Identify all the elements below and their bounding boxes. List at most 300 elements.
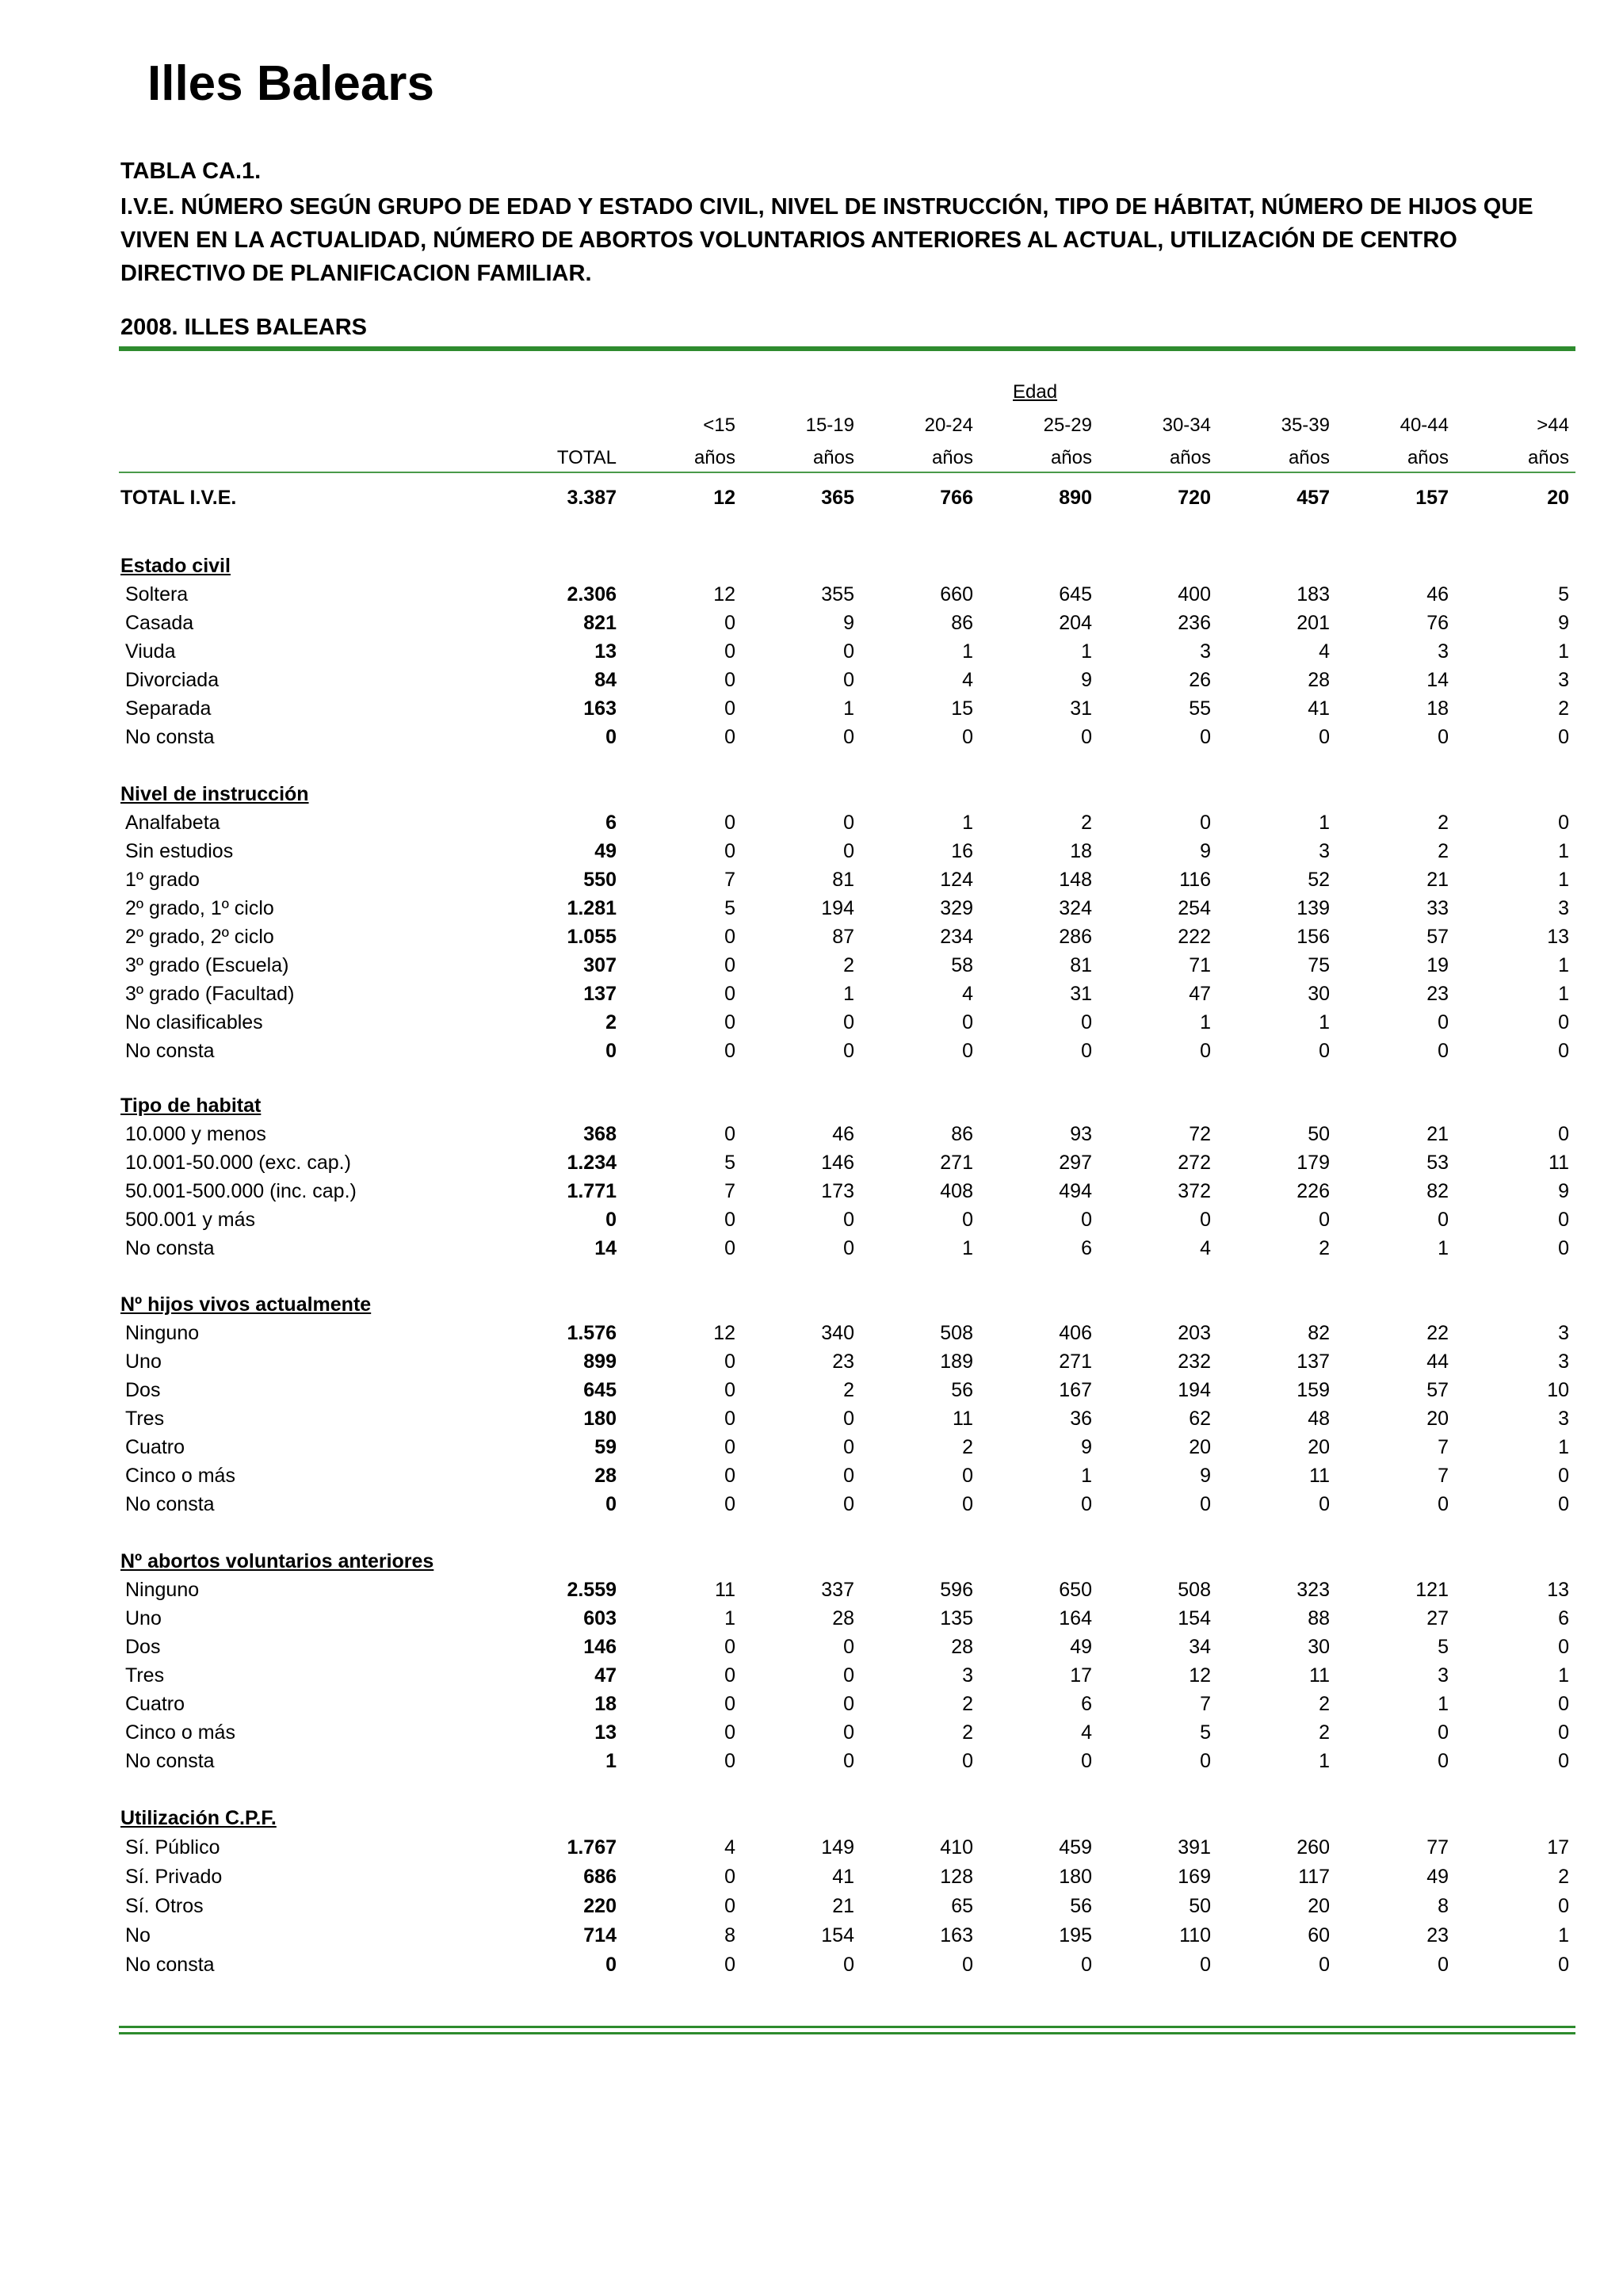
table-description: I.V.E. NÚMERO SEGÚN GRUPO DE EDAD Y ESTADO CIVIL, NIVEL DE INSTRUCCIÓN, TIPO DE HÁBITAT, NÚMERO DE HIJOS QUE VIVEN EN LA ACTUALIDAD, NÚMERO DE ABORTOS VOLUNTARIOS ANTERIORES AL ACTUAL, UTILIZACIÓN DE CENTRO DIRECTIVO DE PLANIFICACION FAMILIAR. (120, 194, 1533, 286)
row-value: 5 (1558, 583, 1569, 606)
row-value: 0 (843, 640, 854, 663)
row-value: 0 (724, 726, 735, 748)
row-value: 167 (1059, 1379, 1092, 1401)
row-value: 7 (724, 1180, 735, 1202)
row-value: 4 (962, 983, 973, 1005)
unit-header-7: años (1527, 447, 1569, 468)
row-value: 62 (1189, 1408, 1211, 1430)
row-value: 0 (1558, 1493, 1569, 1515)
row-label: 3º grado (Escuela) (125, 954, 289, 976)
row-value: 2 (1438, 840, 1449, 862)
table-row (0, 697, 1623, 724)
row-value: 173 (821, 1180, 854, 1202)
row-value: 20 (1308, 1895, 1330, 1917)
row-value: 1 (843, 697, 854, 720)
row-value: 391 (1178, 1836, 1211, 1859)
row-value: 139 (1296, 897, 1330, 919)
total-row-total: 3.387 (567, 487, 617, 509)
row-value: 1 (1081, 640, 1092, 663)
row-value: 0 (724, 1493, 735, 1515)
total-row-value: 20 (1547, 487, 1569, 509)
row-value: 12 (713, 583, 735, 606)
row-value: 340 (821, 1322, 854, 1344)
row-value: 46 (832, 1123, 854, 1145)
row-value: 1 (1558, 1436, 1569, 1458)
table-row (0, 1322, 1623, 1349)
row-label: 2º grado, 1º ciclo (125, 897, 274, 919)
row-value: 5 (1200, 1721, 1211, 1744)
row-value: 0 (843, 1954, 854, 1976)
row-value: 0 (1319, 726, 1330, 748)
row-value: 1 (1081, 1465, 1092, 1487)
row-value: 0 (843, 1436, 854, 1458)
row-total: 603 (583, 1607, 617, 1629)
row-value: 19 (1426, 954, 1449, 976)
row-value: 7 (724, 869, 735, 891)
row-value: 408 (940, 1180, 973, 1202)
row-value: 17 (1547, 1836, 1569, 1859)
row-label: Dos (125, 1379, 161, 1401)
row-value: 203 (1178, 1322, 1211, 1344)
row-value: 52 (1308, 869, 1330, 891)
row-value: 124 (940, 869, 973, 891)
row-value: 60 (1308, 1924, 1330, 1946)
row-total: 899 (583, 1350, 617, 1373)
row-total: 2 (605, 1011, 617, 1033)
row-value: 50 (1189, 1895, 1211, 1917)
row-value: 0 (724, 1866, 735, 1888)
row-value: 2 (1438, 812, 1449, 834)
age-header-6: 40-44 (1400, 415, 1449, 436)
row-value: 81 (1070, 954, 1092, 976)
row-value: 121 (1415, 1579, 1449, 1601)
row-value: 1 (1558, 840, 1569, 862)
row-value: 0 (724, 1123, 735, 1145)
row-value: 30 (1308, 983, 1330, 1005)
row-value: 23 (832, 1350, 854, 1373)
row-label: 2º grado, 2º ciclo (125, 926, 274, 948)
row-value: 86 (951, 612, 973, 634)
row-value: 0 (1200, 726, 1211, 748)
total-row-value: 365 (821, 487, 854, 509)
table-row (0, 1237, 1623, 1264)
row-value: 0 (724, 1011, 735, 1033)
row-value: 36 (1070, 1408, 1092, 1430)
row-label: Cuatro (125, 1693, 185, 1715)
row-total: 0 (605, 726, 617, 748)
row-value: 0 (1319, 1209, 1330, 1231)
row-value: 0 (724, 1436, 735, 1458)
unit-header-3: años (1050, 447, 1092, 468)
row-value: 9 (1558, 612, 1569, 634)
row-value: 58 (951, 954, 973, 976)
row-value: 0 (1200, 1209, 1211, 1231)
unit-header-4: años (1169, 447, 1211, 468)
age-header-5: 35-39 (1281, 415, 1330, 436)
row-value: 0 (1438, 1721, 1449, 1744)
unit-header-0: años (693, 447, 735, 468)
row-total: 307 (583, 954, 617, 976)
row-value: 22 (1426, 1322, 1449, 1344)
row-value: 0 (724, 612, 735, 634)
row-value: 3 (1558, 669, 1569, 691)
row-total: 550 (583, 869, 617, 891)
row-value: 135 (940, 1607, 973, 1629)
row-value: 260 (1296, 1836, 1330, 1859)
row-value: 15 (951, 697, 973, 720)
row-value: 8 (724, 1924, 735, 1946)
row-label: No consta (125, 1954, 215, 1976)
row-value: 27 (1426, 1607, 1449, 1629)
table-row (0, 1123, 1623, 1150)
row-value: 9 (1081, 669, 1092, 691)
section-heading (0, 1550, 1623, 1577)
row-value: 226 (1296, 1180, 1330, 1202)
row-value: 271 (940, 1152, 973, 1174)
row-value: 17 (1070, 1664, 1092, 1687)
row-value: 0 (1200, 1493, 1211, 1515)
row-value: 56 (1070, 1895, 1092, 1917)
age-header-4: 30-34 (1162, 415, 1211, 436)
row-value: 323 (1296, 1579, 1330, 1601)
row-value: 163 (940, 1924, 973, 1946)
row-value: 93 (1070, 1123, 1092, 1145)
row-value: 9 (1200, 840, 1211, 862)
row-value: 0 (962, 1954, 973, 1976)
row-label: Separada (125, 697, 212, 720)
row-value: 55 (1189, 697, 1211, 720)
section-title: Nivel de instrucción (120, 783, 309, 805)
row-value: 0 (843, 1636, 854, 1658)
row-value: 116 (1179, 869, 1211, 891)
age-header-0: <15 (703, 415, 735, 436)
row-value: 329 (940, 897, 973, 919)
row-value: 0 (1081, 1750, 1092, 1772)
row-value: 0 (962, 1750, 973, 1772)
row-value: 9 (1558, 1180, 1569, 1202)
row-value: 410 (940, 1836, 973, 1859)
row-value: 169 (1178, 1866, 1211, 1888)
row-value: 195 (1059, 1924, 1092, 1946)
row-total: 49 (594, 840, 617, 862)
row-value: 57 (1426, 1379, 1449, 1401)
row-value: 0 (1558, 1209, 1569, 1231)
row-value: 41 (1308, 697, 1330, 720)
row-value: 3 (1200, 640, 1211, 663)
row-value: 1 (1558, 869, 1569, 891)
row-value: 21 (1426, 869, 1449, 891)
section-title: Tipo de habitat (120, 1095, 262, 1117)
total-row-label: TOTAL I.V.E. (120, 487, 237, 509)
row-value: 0 (724, 1209, 735, 1231)
row-value: 0 (1558, 726, 1569, 748)
row-value: 3 (1319, 840, 1330, 862)
row-value: 596 (940, 1579, 973, 1601)
row-value: 5 (1438, 1636, 1449, 1658)
row-label: Soltera (125, 583, 189, 606)
row-value: 0 (724, 983, 735, 1005)
row-value: 1 (1558, 1924, 1569, 1946)
row-value: 372 (1178, 1180, 1211, 1202)
row-value: 159 (1296, 1379, 1330, 1401)
row-value: 9 (1081, 1436, 1092, 1458)
row-total: 220 (583, 1895, 617, 1917)
row-value: 0 (962, 1493, 973, 1515)
section-heading (0, 783, 1623, 810)
row-value: 77 (1426, 1836, 1449, 1859)
row-total: 1.281 (567, 897, 617, 919)
row-value: 0 (1200, 1040, 1211, 1062)
table-row (0, 1721, 1623, 1748)
row-value: 459 (1059, 1836, 1092, 1859)
row-label: Viuda (125, 640, 176, 663)
row-value: 0 (843, 726, 854, 748)
row-value: 0 (1558, 1123, 1569, 1145)
row-value: 1 (1558, 983, 1569, 1005)
table-row (0, 983, 1623, 1010)
row-total: 6 (605, 812, 617, 834)
row-value: 47 (1189, 983, 1211, 1005)
row-value: 222 (1178, 926, 1211, 948)
row-value: 0 (724, 1408, 735, 1430)
row-label: Casada (125, 612, 194, 634)
table-row (0, 1607, 1623, 1634)
row-value: 0 (1319, 1954, 1330, 1976)
section-heading (0, 555, 1623, 582)
row-value: 2 (1319, 1721, 1330, 1744)
row-value: 0 (724, 697, 735, 720)
row-label: Dos (125, 1636, 161, 1658)
row-value: 11 (1309, 1664, 1330, 1687)
row-value: 2 (1558, 1866, 1569, 1888)
row-value: 53 (1426, 1152, 1449, 1174)
row-total: 0 (605, 1040, 617, 1062)
row-value: 0 (1200, 812, 1211, 834)
row-value: 0 (1438, 1954, 1449, 1976)
row-label: No consta (125, 726, 215, 748)
row-value: 9 (843, 612, 854, 634)
row-label: 10.000 y menos (125, 1123, 266, 1145)
table-id: TABLA CA.1. (120, 159, 262, 184)
row-value: 0 (843, 1693, 854, 1715)
row-value: 0 (1558, 812, 1569, 834)
total-header: TOTAL (556, 447, 617, 468)
section-title: Estado civil (120, 555, 231, 577)
row-value: 33 (1426, 897, 1449, 919)
row-total: 645 (583, 1379, 617, 1401)
row-value: 1 (724, 1607, 735, 1629)
row-label: Ninguno (125, 1322, 200, 1344)
row-value: 3 (1558, 1322, 1569, 1344)
row-value: 0 (724, 926, 735, 948)
row-value: 0 (724, 1721, 735, 1744)
table-row (0, 926, 1623, 953)
row-value: 48 (1308, 1408, 1330, 1430)
row-value: 31 (1070, 697, 1092, 720)
row-value: 30 (1308, 1636, 1330, 1658)
row-label: 500.001 y más (125, 1209, 255, 1231)
table-row (0, 583, 1623, 610)
row-value: 0 (724, 640, 735, 663)
page-title: Illes Balears (147, 56, 434, 111)
row-value: 0 (1558, 1465, 1569, 1487)
row-value: 0 (724, 1636, 735, 1658)
table-row (0, 954, 1623, 981)
row-value: 0 (843, 1721, 854, 1744)
row-value: 2 (843, 1379, 854, 1401)
row-value: 3 (1558, 1350, 1569, 1373)
row-total: 14 (594, 1237, 617, 1259)
total-row-value: 720 (1178, 487, 1211, 509)
row-value: 148 (1059, 869, 1092, 891)
row-value: 5 (724, 1152, 735, 1174)
table-row (0, 1836, 1623, 1863)
row-value: 0 (1200, 1750, 1211, 1772)
row-value: 11 (1549, 1152, 1569, 1174)
row-total: 13 (594, 640, 617, 663)
row-value: 7 (1438, 1465, 1449, 1487)
row-value: 3 (1438, 640, 1449, 663)
row-value: 7 (1200, 1693, 1211, 1715)
row-total: 686 (583, 1866, 617, 1888)
row-total: 2.306 (567, 583, 617, 606)
row-value: 0 (1558, 1693, 1569, 1715)
row-value: 254 (1178, 897, 1211, 919)
table-row (0, 1693, 1623, 1720)
row-value: 0 (1558, 1954, 1569, 1976)
table-row (0, 1579, 1623, 1606)
table-row (0, 1636, 1623, 1663)
row-value: 337 (821, 1579, 854, 1601)
row-value: 508 (1178, 1579, 1211, 1601)
section-heading (0, 1293, 1623, 1320)
row-value: 50 (1308, 1123, 1330, 1145)
row-value: 81 (832, 869, 854, 891)
row-value: 0 (1558, 1237, 1569, 1259)
row-total: 28 (594, 1465, 617, 1487)
row-value: 13 (1547, 1579, 1569, 1601)
table-row (0, 1750, 1623, 1777)
row-total: 2.559 (567, 1579, 617, 1601)
table-row (0, 1895, 1623, 1922)
row-value: 28 (832, 1607, 854, 1629)
row-total: 1.055 (567, 926, 617, 948)
table-row (0, 869, 1623, 896)
row-value: 128 (940, 1866, 973, 1888)
row-value: 1 (843, 983, 854, 1005)
row-value: 0 (724, 840, 735, 862)
row-label: No consta (125, 1493, 215, 1515)
table-row (0, 1436, 1623, 1463)
row-label: Ninguno (125, 1579, 200, 1601)
row-value: 286 (1059, 926, 1092, 948)
unit-header-5: años (1288, 447, 1330, 468)
row-value: 86 (951, 1123, 973, 1145)
row-value: 0 (962, 1011, 973, 1033)
table-row (0, 1408, 1623, 1435)
row-value: 660 (940, 583, 973, 606)
row-value: 23 (1426, 1924, 1449, 1946)
row-value: 1 (1438, 1237, 1449, 1259)
row-value: 9 (1200, 1465, 1211, 1487)
row-value: 21 (832, 1895, 854, 1917)
row-total: 47 (594, 1664, 617, 1687)
row-label: 1º grado (125, 869, 200, 891)
row-value: 0 (1438, 1493, 1449, 1515)
row-value: 28 (951, 1636, 973, 1658)
row-value: 0 (724, 1040, 735, 1062)
bottom-rule-1 (119, 2026, 1575, 2028)
row-value: 2 (1319, 1237, 1330, 1259)
row-value: 56 (951, 1379, 973, 1401)
row-value: 146 (821, 1152, 854, 1174)
table-row (0, 1152, 1623, 1179)
row-value: 0 (1558, 1011, 1569, 1033)
row-total: 0 (605, 1954, 617, 1976)
row-value: 271 (1059, 1350, 1092, 1373)
row-value: 44 (1426, 1350, 1449, 1373)
row-value: 149 (821, 1836, 854, 1859)
row-label: Sí. Privado (125, 1866, 223, 1888)
row-value: 0 (843, 1493, 854, 1515)
unit-header-6: años (1407, 447, 1449, 468)
row-value: 189 (940, 1350, 973, 1373)
row-value: 645 (1059, 583, 1092, 606)
row-label: Tres (125, 1408, 165, 1430)
row-value: 72 (1189, 1123, 1211, 1145)
row-value: 11 (1309, 1465, 1330, 1487)
row-label: Sí. Público (125, 1836, 220, 1859)
row-label: No (125, 1924, 151, 1946)
row-value: 82 (1426, 1180, 1449, 1202)
top-rule (119, 346, 1575, 351)
row-value: 88 (1308, 1607, 1330, 1629)
row-value: 65 (951, 1895, 973, 1917)
table-row (0, 1493, 1623, 1520)
age-group-label: Edad (1013, 381, 1058, 403)
row-value: 297 (1059, 1152, 1092, 1174)
row-value: 164 (1059, 1607, 1092, 1629)
row-value: 1 (962, 812, 973, 834)
total-row-value: 457 (1296, 487, 1330, 509)
row-value: 508 (940, 1322, 973, 1344)
row-total: 163 (583, 697, 617, 720)
row-value: 1 (1319, 1011, 1330, 1033)
table-row (0, 897, 1623, 924)
table-row (0, 840, 1623, 867)
row-value: 0 (1438, 1209, 1449, 1231)
row-value: 2 (1558, 697, 1569, 720)
table-row (0, 1924, 1623, 1951)
row-value: 13 (1547, 926, 1569, 948)
row-value: 11 (953, 1408, 973, 1430)
row-value: 0 (843, 812, 854, 834)
total-row-value: 157 (1415, 487, 1449, 509)
table-row (0, 1379, 1623, 1406)
row-value: 156 (1296, 926, 1330, 948)
row-value: 3 (962, 1664, 973, 1687)
row-label: No consta (125, 1750, 215, 1772)
age-header-2: 20-24 (924, 415, 973, 436)
row-value: 406 (1059, 1322, 1092, 1344)
table-row (0, 1209, 1623, 1236)
row-total: 146 (583, 1636, 617, 1658)
row-total: 368 (583, 1123, 617, 1145)
table-row (0, 1040, 1623, 1067)
row-value: 0 (962, 1040, 973, 1062)
row-label: No consta (125, 1040, 215, 1062)
age-header-3: 25-29 (1043, 415, 1092, 436)
